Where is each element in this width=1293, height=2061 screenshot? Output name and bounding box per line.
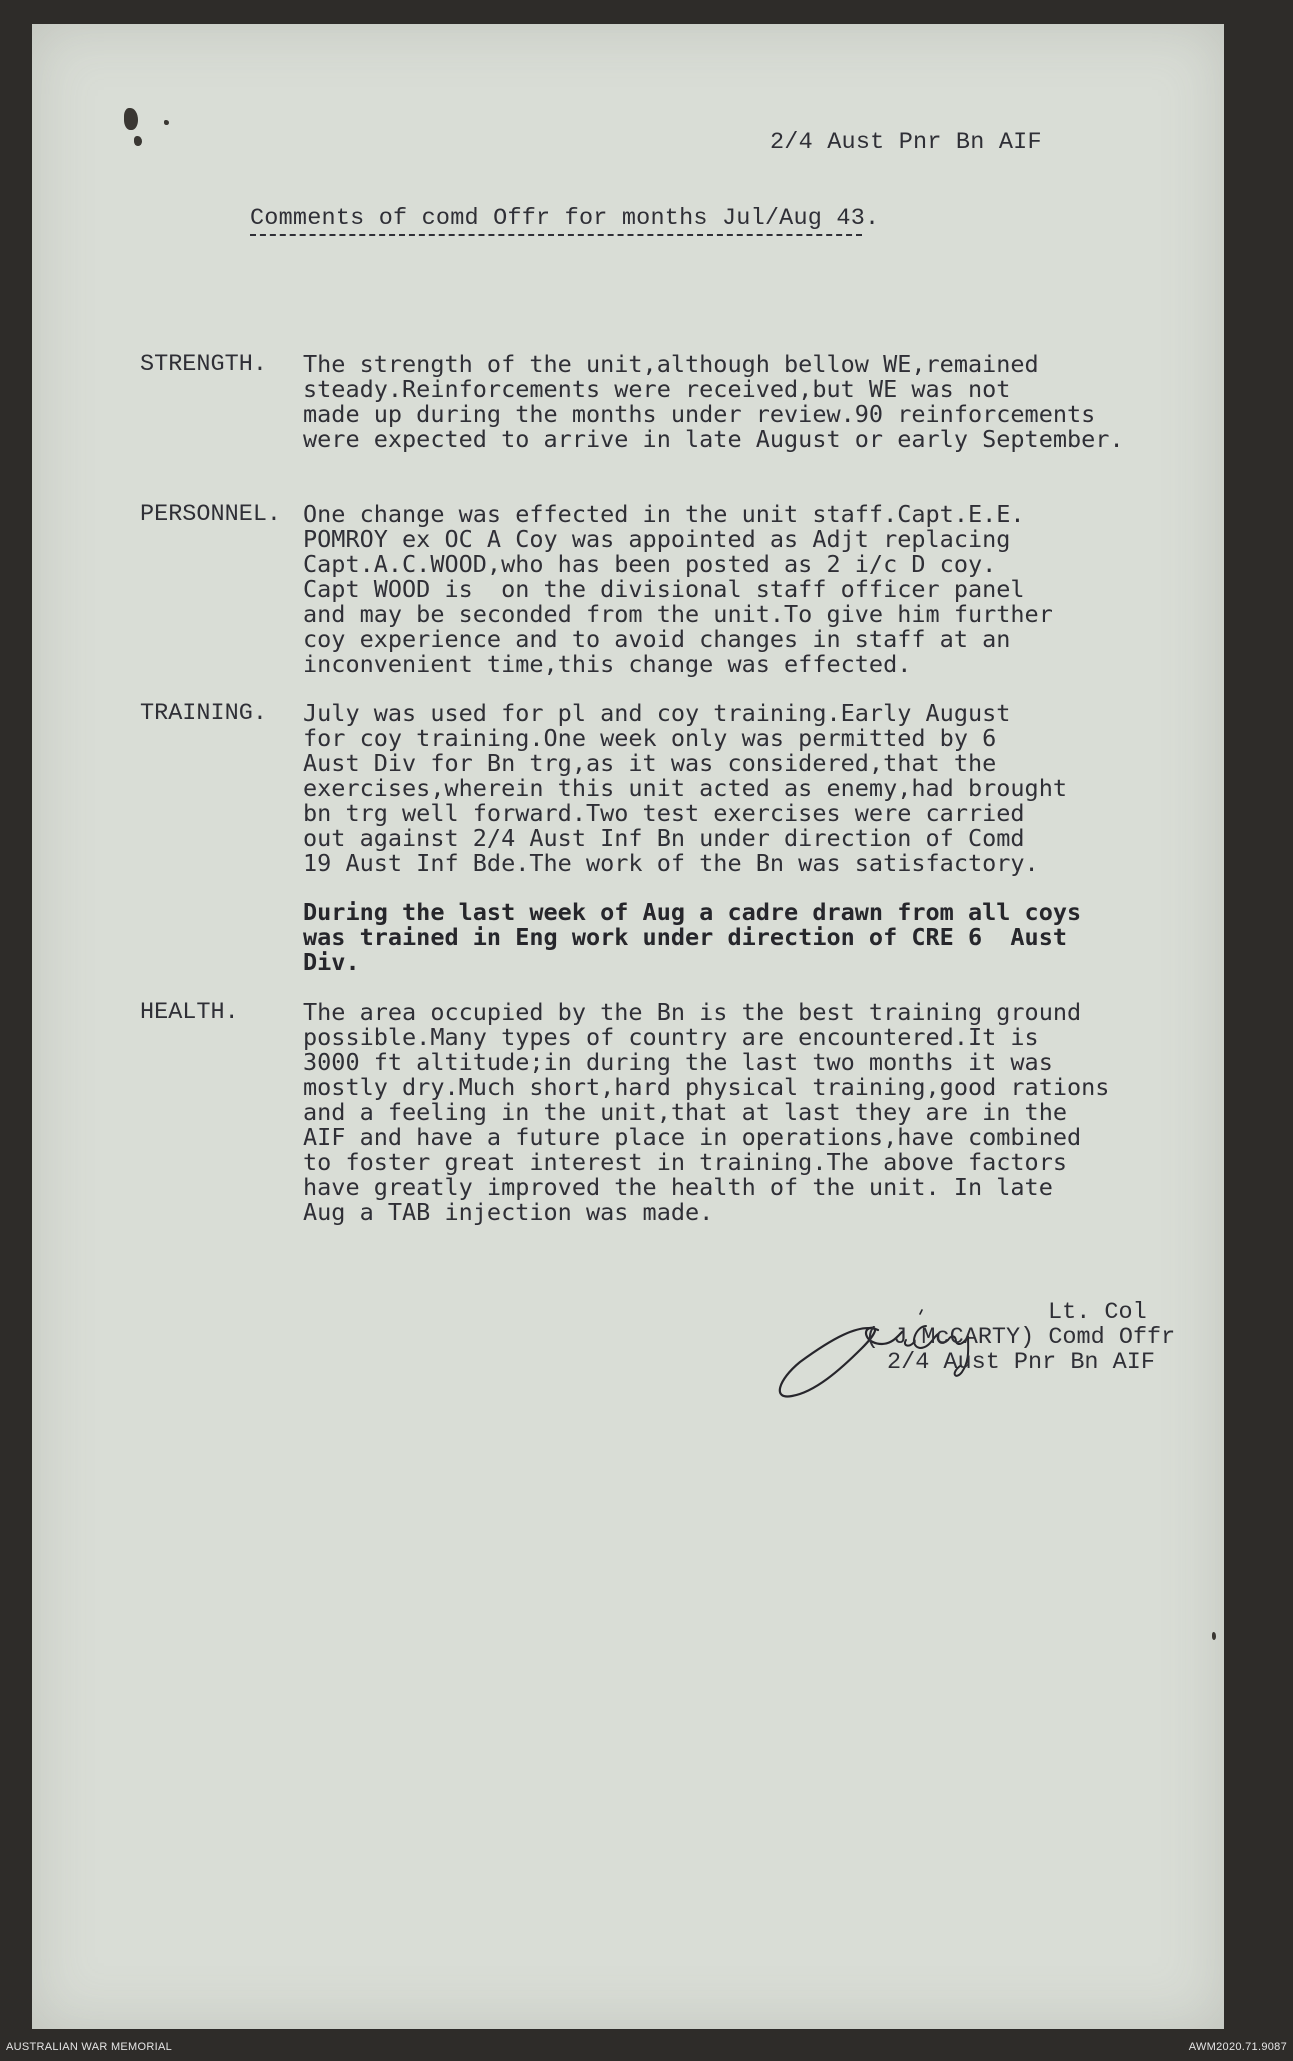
ink-blot <box>124 108 138 130</box>
section-text: One change was effected in the unit staff.Capt.E.E. POMROY ex OC A Coy was appointed as Adjt replacing Capt.A.C.WOOD,who has been posted as 2 i/c D coy. Capt WOOD is on the divisional staff officer panel and may be seconded from the unit.To give him further coy experience and to avoid changes in staff at an inconvenient time,this change was effected. <box>303 500 1053 678</box>
header-unit: 2/4 Aust Pnr Bn AIF <box>770 129 1042 156</box>
title-underline <box>250 234 862 236</box>
section-label: PERSONNEL. <box>140 501 282 528</box>
section-text: The area occupied by the Bn is the best training ground possible.Many types of country are encountered.It is 3000 ft altitude;in during the last two months it was mostly dry.Much short,hard physical training,good rations and a feeling in the unit,that at last they are in the AIF and have a future place in operations,have combined to foster great interest in training.The above factors have greatly improved the health of the unit. In late Aug a TAB injection was made. <box>303 998 1110 1226</box>
section-text: The strength of the unit,although bellow WE,remained steady.Reinforcements were received,but WE was not made up during the months under review.90 reinforcements were expected to arrive in late August or early September. <box>303 350 1124 453</box>
section-text: July was used for pl and coy training.Early August for coy training.One week only was permitted by 6 Aust Div for Bn trg,as it was considered,that the exercises,wherein this unit acted as enemy,had brought bn trg well forward.Two test exercises were carried out against 2/4 Aust Inf Bn under direction of Comd 19 Aust Inf Bde.The work of the Bn was satisfactory. <box>303 699 1068 877</box>
section-label: STRENGTH. <box>140 351 267 378</box>
signature-name: ( J.McCARTY) Comd Offr <box>865 1324 1176 1351</box>
ink-speck <box>164 120 169 125</box>
footer-archive-label: AUSTRALIAN WAR MEMORIAL <box>6 2041 173 2053</box>
section-extra-paragraph: During the last week of Aug a cadre drawn from all coys was trained in Eng work under direction of CRE 6 Aust Div. <box>303 898 1082 976</box>
section-label: TRAINING. <box>140 700 267 727</box>
document-title: Comments of comd Offr for months Jul/Aug 43. <box>250 205 880 232</box>
signature-block <box>770 1300 1190 1410</box>
signature-unit: 2/4 Aust Pnr Bn AIF <box>887 1349 1155 1376</box>
ink-speck <box>134 136 142 146</box>
signature-rank: Lt. Col <box>1048 1299 1147 1326</box>
section-label: HEALTH. <box>140 999 239 1026</box>
ink-speck <box>1212 1632 1216 1640</box>
footer-accession-number: AWM2020.71.9087 <box>1188 2041 1287 2053</box>
